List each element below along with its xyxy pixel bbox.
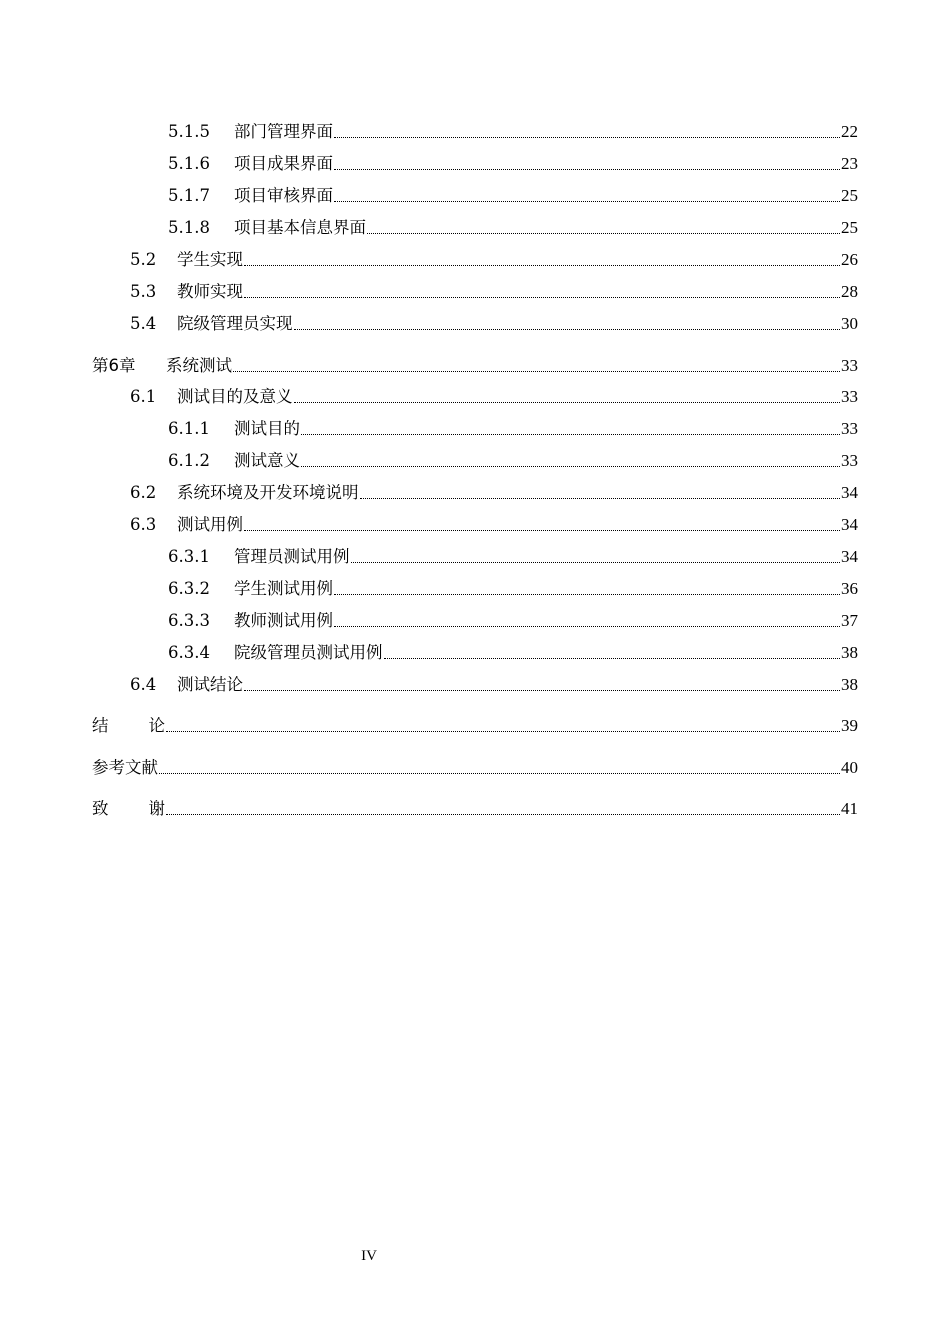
page-number: IV [361, 1248, 377, 1264]
dot-leader [166, 731, 840, 732]
toc-entry-number: 6.3.3 [168, 611, 210, 630]
toc-entry-title: 结论 [92, 716, 205, 735]
toc-entry-page: 38 [841, 675, 858, 694]
toc-entry-page: 34 [841, 515, 858, 534]
toc-entry-title: 系统环境及开发环境说明 [177, 483, 359, 502]
toc-entry-title: 院级管理员实现 [177, 314, 293, 333]
dot-leader [244, 690, 840, 691]
toc-entry-page: 36 [841, 579, 858, 598]
dot-leader [360, 498, 841, 499]
toc-entry-title: 测试目的及意义 [177, 387, 293, 406]
toc-entry-5-1-6[interactable] [168, 150, 858, 174]
dot-leader [294, 402, 841, 403]
toc-entry-page: 33 [841, 419, 858, 438]
dot-leader [159, 773, 840, 774]
toc-entry-page: 28 [841, 282, 858, 301]
toc-entry-6-1[interactable] [130, 383, 858, 407]
toc-entry-page: 38 [841, 643, 858, 662]
toc-entry-title: 项目基本信息界面 [234, 218, 366, 237]
toc-entry-title: 测试意义 [234, 451, 300, 470]
toc-entry-5-1-5[interactable] [168, 118, 858, 142]
toc-entry-page: 37 [841, 611, 858, 630]
toc-entry-title: 参考文献 [92, 758, 158, 777]
toc-entry-6-3-4[interactable] [168, 639, 858, 663]
toc-entry-number: 5.2 [130, 250, 157, 269]
toc-entry-number: 6.3.2 [168, 579, 210, 598]
toc-entry-title: 院级管理员测试用例 [234, 643, 383, 662]
dot-leader [384, 658, 841, 659]
toc-entry-6-2[interactable] [130, 479, 858, 503]
toc-conclusion[interactable] [92, 712, 858, 736]
dot-leader [244, 297, 840, 298]
toc-entry-page: 22 [841, 122, 858, 141]
toc-entry-number: 6.2 [130, 483, 157, 502]
dot-leader [351, 562, 841, 563]
toc-entry-5-1-7[interactable] [168, 182, 858, 206]
toc-entry-number: 5.4 [130, 314, 157, 333]
dot-leader [334, 594, 840, 595]
toc-entry-page: 41 [841, 799, 858, 818]
dot-leader [334, 169, 840, 170]
toc-entry-number: 5.3 [130, 282, 157, 301]
toc-entry-page: 39 [841, 716, 858, 735]
toc-entry-5-2[interactable] [130, 246, 858, 270]
dot-leader [166, 814, 840, 815]
toc-entry-number: 5.1.8 [168, 218, 210, 237]
toc-entry-6-3-1[interactable] [168, 543, 858, 567]
toc-entry-number: 5.1.5 [168, 122, 210, 141]
dot-leader [301, 466, 840, 467]
toc-entry-title: 学生测试用例 [234, 579, 333, 598]
dot-leader [294, 329, 841, 330]
toc-entry-title: 测试目的 [234, 419, 300, 438]
dot-leader [367, 233, 840, 234]
toc-entry-title: 致谢 [92, 799, 205, 818]
toc-entry-number: 6.1 [130, 387, 157, 406]
toc-entry-number: 6.3 [130, 515, 157, 534]
toc-entry-page: 33 [841, 387, 858, 406]
toc-entry-title: 教师实现 [177, 282, 243, 301]
toc-entry-title: 项目审核界面 [234, 186, 333, 205]
toc-entry-6-3[interactable] [130, 511, 858, 535]
toc-entry-6-4[interactable] [130, 671, 858, 695]
toc-acknowledgements[interactable] [92, 795, 858, 819]
toc-entry-title: 项目成果界面 [234, 154, 333, 173]
toc-entry-page: 26 [841, 250, 858, 269]
toc-entry-number: 6.4 [130, 675, 157, 694]
toc-entry-title: 管理员测试用例 [234, 547, 350, 566]
toc-entry-title: 部门管理界面 [234, 122, 333, 141]
toc-chapter-6[interactable] [92, 352, 858, 376]
toc-entry-page: 40 [841, 758, 858, 777]
toc-entry-title: 测试结论 [177, 675, 243, 694]
toc-entry-6-1-2[interactable] [168, 447, 858, 471]
toc-entry-number: 6.3.1 [168, 547, 210, 566]
toc-entry-number: 第6章 [92, 356, 136, 375]
toc-entry-page: 30 [841, 314, 858, 333]
dot-leader [301, 434, 840, 435]
dot-leader [244, 530, 840, 531]
toc-entry-5-1-8[interactable] [168, 214, 858, 238]
toc-entry-page: 34 [841, 547, 858, 566]
toc-entry-page: 34 [841, 483, 858, 502]
toc-entry-number: 6.1.1 [168, 419, 210, 438]
toc-references[interactable] [92, 754, 858, 778]
dot-leader [334, 626, 840, 627]
toc-entry-page: 33 [841, 451, 858, 470]
toc-entry-title: 系统测试 [166, 356, 232, 375]
toc-entry-5-3[interactable] [130, 278, 858, 302]
toc-entry-6-3-2[interactable] [168, 575, 858, 599]
dot-leader [334, 137, 840, 138]
toc-entry-title: 测试用例 [177, 515, 243, 534]
toc-entry-number: 5.1.6 [168, 154, 210, 173]
toc-entry-page: 23 [841, 154, 858, 173]
toc-entry-title: 教师测试用例 [234, 611, 333, 630]
toc-entry-title: 学生实现 [177, 250, 243, 269]
toc-entry-6-1-1[interactable] [168, 415, 858, 439]
toc-entry-page: 25 [841, 186, 858, 205]
toc-entry-5-4[interactable] [130, 310, 858, 334]
dot-leader [334, 201, 840, 202]
toc-entry-number: 5.1.7 [168, 186, 210, 205]
toc-entry-6-3-3[interactable] [168, 607, 858, 631]
toc-entry-number: 6.3.4 [168, 643, 210, 662]
toc-entry-page: 33 [841, 356, 858, 375]
toc-entry-page: 25 [841, 218, 858, 237]
dot-leader [244, 265, 840, 266]
toc-entry-number: 6.1.2 [168, 451, 210, 470]
dot-leader [233, 371, 840, 372]
